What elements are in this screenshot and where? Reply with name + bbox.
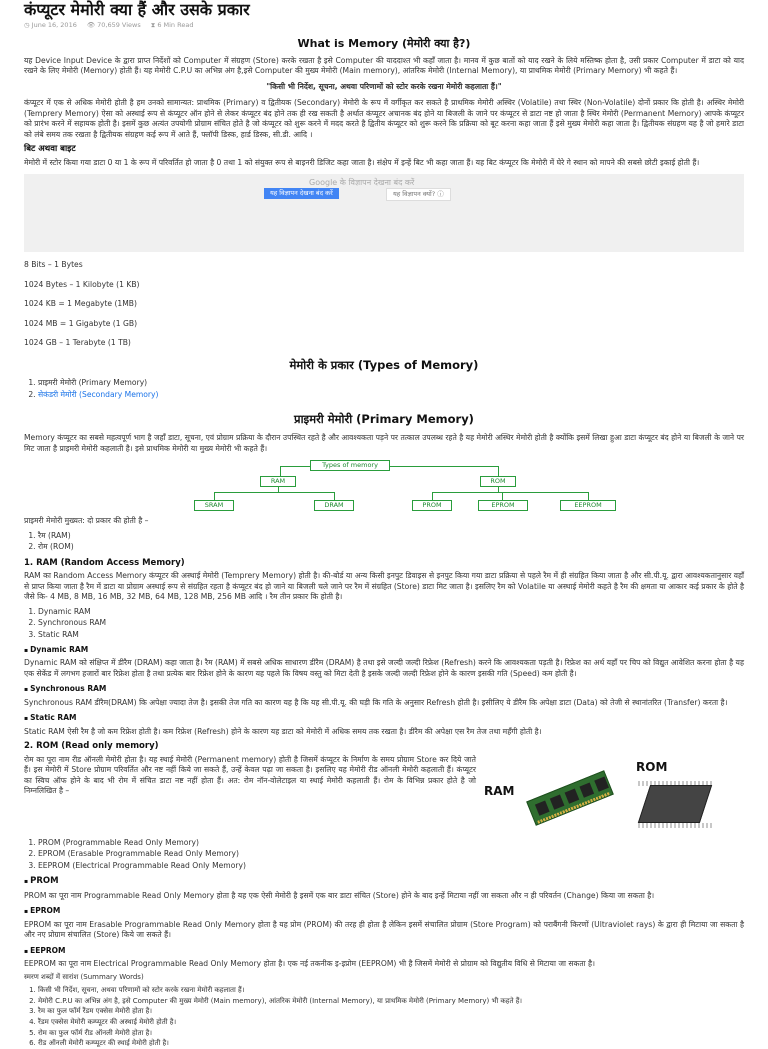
ad-google-label: Google के विज्ञापन देखना बंद करें (309, 178, 415, 188)
unit-row: 8 Bits – 1 Bytes (24, 260, 83, 270)
diagram-eprom: EPROM (478, 500, 528, 511)
bits-paragraph: मेमोरी में स्टोर किया गया डाटा 0 या 1 के रूप में परिवर्तित हो जाता है 0 तथा 1 को संयुक्त रूप से बाइनरी डिजिट कहा जाता है। संक्षेप में इन्हें बिट भी कहा जाता हैं। यह बिट कंप्यूटर कि मेमोरी में घेरे गे स्थान को मापने की सबसे छोटी इकाई होती हैं। (24, 157, 700, 167)
diagram-line (390, 466, 498, 467)
list-item: 2. रोम (ROM) (38, 542, 744, 552)
intro-paragraph-2: कंप्यूटर में एक से अधिक मेमोरी होती है हम उनको सामान्यत: प्राथमिक (Primary) व द्वितीयक (Secondary) मेमोरी के रूप में वर्गीकृत कर सकते है प्राथमिक मेमोरी अस्थिर (Volatile) तथा स्थिर (Non-Volatile) दोनों प्रकार कि होती है। अस्थिर मेमोरी (Temprery Memory) ऐसा को अस्थाई रूप से कंप्यूटर ऑन होने से लेकर कंप्यूटर बंद होने तक ही रख सकती है अर्थात कंप्यूटर अचानक बंद होने या बिजली के जाने पर कंप्यूटर से डाटा नष्ट हो जाता है स्थिर मेमोरी (Permanent Memory) आपके कंप्यूटर को प्रारंभ करने में सहायक होती है। इसमें कुछ अत्यंत उपयोगी प्रोग्राम संचित होते है जो कंप्यूटर को शुरू करने में मदद करते है द्वितीय कंप्यूटर को शुरू करने कि प्रक्रिया को बूट करना कहा जाता हैं इसे मुख्य मेमोरी कहा जाता है। द्वितीयक संग्रहण यह है जो हमारे डाटा को लंबे समय तक रखता है द्वितीयक संग्रहण कई रूप में आते हैं, फ्लॉपी डिस्क, हार्ड डिस्क, सी.डी. आदि । (24, 98, 744, 139)
dynamic-ram-heading: ▪ Dynamic RAM (24, 645, 744, 655)
clock-icon: ◷ (24, 20, 30, 29)
image-label-ram: RAM (484, 783, 515, 798)
memory-diagram (24, 458, 744, 510)
post-read-time: ⧗ 6 Min Read (150, 20, 194, 29)
unit-row: 1024 Bytes – 1 Kilobyte (1 KB) (24, 279, 140, 289)
list-item: 1. PROM (Programmable Read Only Memory) (38, 838, 744, 848)
image-label-rom: ROM (636, 759, 668, 774)
primary-heading: प्राइमरी मेमोरी (Primary Memory) (294, 412, 474, 427)
list-item: 5. रोम का फुल फॉर्म रीड ऑनली मेमोरी होता है। (38, 1029, 744, 1039)
primary-types-intro: प्राइमरी मेमोरी मुख्यत: दो प्रकार की होती है – (24, 516, 149, 526)
diagram-line (280, 466, 281, 476)
diagram-ram: RAM (260, 476, 296, 487)
types-list (24, 378, 744, 400)
unit-row: 1024 GB – 1 Terabyte (1 TB) (24, 338, 131, 348)
list-item[interactable] (38, 390, 744, 400)
ram-stick-illustration (526, 770, 614, 826)
list-item: 3. Static RAM (38, 630, 744, 640)
bits-heading: बिट अथवा बाइट (24, 144, 76, 155)
intro-paragraph: यह Device Input Device के द्वारा प्राप्त निर्देशों को Computer में संग्रहण (Store) करके रखता है इसे Computer की याददाश्त भी कहाँ जाता है। मानव में कुछ बातों को याद रखने के लिये मस्तिष्क होता है, उसी प्रकार Computer में डाटा को याद रखने के लिए मेमोरी (Memory) होती हैं। यह मेमोरी C.P.U का अभिन्न अंग है,इसे Computer की मुख्य मेमोरी (Main memory), आंतरिक मेमोरी (Internal Memory), या प्राथमिक मेमोरी (Primary Memory) भी कहते हैं। (24, 55, 744, 76)
summary-section (24, 973, 744, 1049)
list-item: 2. EPROM (Erasable Programmable Read Only Memory) (38, 849, 744, 859)
diagram-line (502, 492, 503, 500)
unit-row: 1024 KB = 1 Megabyte (1MB) (24, 299, 137, 309)
diagram-prom: PROM (412, 500, 452, 511)
primary-paragraph: Memory कंप्यूटर का सबसे महत्वपूर्ण भाग है जहाँ डाटा, सूचना, एवं प्रोग्राम प्रक्रिया के दौरान उपस्थित रहते है और आवश्यकता पड़ने पर तत्काल उपलब्ध रहते है यह मेमोरी अस्थिर मेमोरी होती है क्योंकि इसमें लिखा हुआ डाटा कंप्यूटर बंद होने या बिजली के जाने पर मिट जाता है प्राइमरी मेमोरी कहलाती है। इसे प्राथमिक मेमोरी या मुख्य मेमोरी भी कहते हैं। (24, 433, 744, 453)
eprom-paragraph: EPROM का पूरा नाम Erasable Programmable Read Only Memory होता है यह प्रोम (PROM) की तरह ही होता है लेकिन इसमें संचालित प्रोग्राम (Store Program) को पराबैंगनी किरणों (Ultraviolet rays) के द्वारा ही मिटाया जा सकता है और नए प्रोग्राम संचालित (Store) किये जा सकते हैं। (24, 919, 744, 940)
list-item: 3. EEPROM (Electrical Programmable Read Only Memory) (38, 861, 744, 871)
secondary-memory-link[interactable]: सेकंडरी मेमोरी (Secondary Memory) (38, 389, 159, 399)
rom-section (24, 755, 744, 835)
definition-quote: "किसी भी निर्देश, सूचना, अथवा परिणामों को स्टोर करके रखना मेमोरी कहलाता हैं।" (266, 81, 502, 91)
static-ram-heading: ▪ Static RAM (24, 713, 744, 723)
diagram-line (214, 492, 334, 493)
ram-heading: 1. RAM (Random Access Memory) (24, 557, 185, 568)
unit-row: 1024 MB = 1 Gigabyte (1 GB) (24, 318, 138, 328)
list-item: 1. प्राइमरी मेमोरी (Primary Memory) (38, 378, 744, 388)
eye-icon: 👁 (86, 20, 96, 29)
page-title: कंप्यूटर मेमोरी क्या हैं और उसके प्रकार (24, 0, 250, 19)
types-heading: मेमोरी के प्रकार (Types of Memory) (289, 357, 479, 372)
rom-heading: 2. ROM (Read only memory) (24, 740, 159, 751)
dynamic-ram-paragraph: Dynamic RAM को संक्षिप्त में डीरैम (DRAM) कहा जाता है। रैम (RAM) में सबसे अधिक साधारण डीरैम (DRAM) है तथा इसे जल्दी जल्दी रिफ्रेश (Refresh) करने कि आवश्यकता पड़ती है। रिफ्रेश का अर्थ यहाँ पर चिप को विद्युत आवेशित करना होता है यह एक सेकेंड में लगभग हजारों बार रिफ्रेश होता है तथा प्रत्येक बार रिफ्रेश होने के कारण यह पहले कि विषय वस्तु को मिटा देती है इसके जल्दी जल्दी रिफ्रेश होने के कारण इसकी गति (Speed) कम होती है। (24, 658, 744, 678)
diagram-dram: DRAM (314, 500, 354, 511)
diagram-line (334, 492, 335, 500)
list-item: 4. रैंडम एक्सेस मेमोरी कम्प्यूटर की अस्थाई मेमोरी होती है। (38, 1018, 744, 1028)
list-item: 2. मेमोरी C.P.U का अभिन्न अंग है, इसे Computer की मुख्य मेमोरी (Main memory), आंतरिक मेमोरी (Internal Memory), या प्राथमिक मेमोरी (Primary Memory) भी कहते हैं। (38, 997, 744, 1007)
rom-paragraph: रोम का पूरा नाम रीड ऑनली मेमोरी होता है। यह स्थाई मेमोरी (Permanent memory) होती है जिसमें कंप्यूटर के निर्माण के समय प्रोग्राम Store कर दिये जाते हैं। इस मेमोरी में Store प्रोग्राम परिवर्तित और नष्ट नहीं किये जा सकते हैं, उन्हें केवल पढ़ा जा सकता है। इसलिए यह मेमोरी रीड ऑनली मेमोरी कहलाती हैं। कंप्यूटर का स्विच ऑफ होने के बाद भी रोम में संचित डाटा नष्ट नहीं होता हैं। अत: रोम नॉन-वोलेटाइल या स्थाई मेमोरी कहलाती हैं। रोम के विभिन्न प्रकार होते है जो निम्नलिखित है – (24, 754, 476, 796)
diagram-line (498, 466, 499, 476)
list-item: 2. Synchronous RAM (38, 618, 744, 628)
why-ad-button[interactable]: यह विज्ञापन क्यों? ⓘ (386, 188, 451, 201)
list-item: 3. रैम का फुल फॉर्म रैंडम एक्सेस मेमोरी होता है। (38, 1007, 744, 1017)
diagram-line (280, 466, 310, 467)
ram-paragraph: RAM का Random Access Memory कंप्यूटर की अस्थाई मेमोरी (Temprery Memory) होती है। की-बोर्ड या अन्य किसी इनपुट डिवाइस से इनपुट किया गया डाटा प्रक्रिया से पहले रैम में ही संग्रहित किया जाता है और सी.पी.यू. द्वारा आवश्यकतानुसार वहाँ से प्राप्त किया जाता है रैम में डाटा या प्रोग्राम अस्थाई रूप से संग्रहित रहता है कंप्यूटर बंद हो जाने या बिजली चले जाने पर रैम में संग्रहित (Store) डाटा मिट जाता है। इसलिए रैम को Volatile या अस्थाई मेमोरी कहते है रैम की क्षमता या आकार कई प्रकार के होते है जैसे कि- 4 MB, 8 MB, 16 MB, 32 MB, 64 MB, 128 MB, 256 MB आदि । रैम तीन प्रकार कि होती है। (24, 571, 744, 602)
static-ram-paragraph: Static RAM ऐसी रैम है जो कम रिफ्रेश होती है। कम रिफ्रेश (Refresh) होने के कारण यह डाटा को मेमोरी में अधिक समय तक रखता है। डीरैम की अपेक्षा एस रैम तेज तथा महँगी होती है। (24, 726, 542, 736)
list-item: 6. रीड ऑनली मेमोरी कम्प्यूटर की स्थाई मेमोरी होती है। (38, 1039, 744, 1049)
summary-heading: स्मरण शब्दों में सारांश (Summary Words) (24, 973, 144, 982)
summary-list (24, 986, 744, 1049)
diagram-line (278, 487, 279, 492)
diagram-rom: ROM (480, 476, 516, 487)
rom-types-list (24, 838, 744, 871)
diagram-line (588, 492, 589, 500)
eeprom-paragraph: EEPROM का पूरा नाम Electrical Programmable Read Only Memory होता है। एक नई तकनीक इ-इप्रोम (EEPROM) भी है जिसमें मेमोरी से प्रोग्राम को विद्युतीय विधि से मिटाया जा सकता है। (24, 958, 595, 968)
timer-icon: ⧗ (150, 20, 156, 29)
eeprom-heading: ▪ EEPROM (24, 946, 744, 956)
prom-paragraph: PROM का पूरा नाम Programmable Read Only Memory होता है यह एक ऐसी मेमोरी है इसमें एक बार डाटा संचित (Store) होने के बाद इन्हें मिटाया नहीं जा सकता और न ही परिवर्तन (Change) किया जा सकता है। (24, 890, 655, 900)
ad-box (24, 174, 744, 252)
diagram-sram: SRAM (194, 500, 234, 511)
memory-heading: What is Memory (मेमोरी क्या है?) (297, 36, 471, 50)
synchronous-ram-heading: ▪ Synchronous RAM (24, 684, 744, 694)
units-list (24, 260, 744, 348)
synchronous-ram-paragraph: Synchronous RAM डीरैम(DRAM) कि अपेक्षा ज्यादा तेज है। इसकी तेज गति का कारण यह है कि यह सी.पी.यू. की घड़ी कि गति के अनुसार Refresh होती है। इसीलिए ये डीरैम कि अपेक्षा डाटा (Data) को तेजी से स्थानांतरित (Transfer) करता है। (24, 697, 728, 707)
ram-rom-image (484, 755, 744, 835)
prom-heading: ▪ PROM (24, 876, 744, 888)
eprom-heading: ▪ EPROM (24, 906, 744, 916)
list-item: 1. किसी भी निर्देश, सूचना, अथवा परिणामों को स्टोर करके रखना मेमोरी कहलाता हैं। (38, 986, 744, 996)
post-meta (24, 21, 744, 30)
diagram-line (432, 492, 588, 493)
diagram-line (214, 492, 215, 500)
ram-types-list (24, 607, 744, 640)
diagram-line (498, 487, 499, 492)
post-date: ◷ June 16, 2016 (24, 20, 77, 29)
primary-types-list (24, 531, 744, 553)
diagram-eeprom: EEPROM (560, 500, 616, 511)
post-views: 👁 70,659 Views (86, 20, 141, 29)
rom-chip-illustration (634, 777, 716, 831)
stop-ad-button[interactable]: यह विज्ञापन देखना बंद करें (264, 188, 339, 199)
diagram-line (432, 492, 433, 500)
list-item: 1. रैम (RAM) (38, 531, 744, 541)
diagram-root: Types of memory (310, 460, 390, 471)
list-item: 1. Dynamic RAM (38, 607, 744, 617)
